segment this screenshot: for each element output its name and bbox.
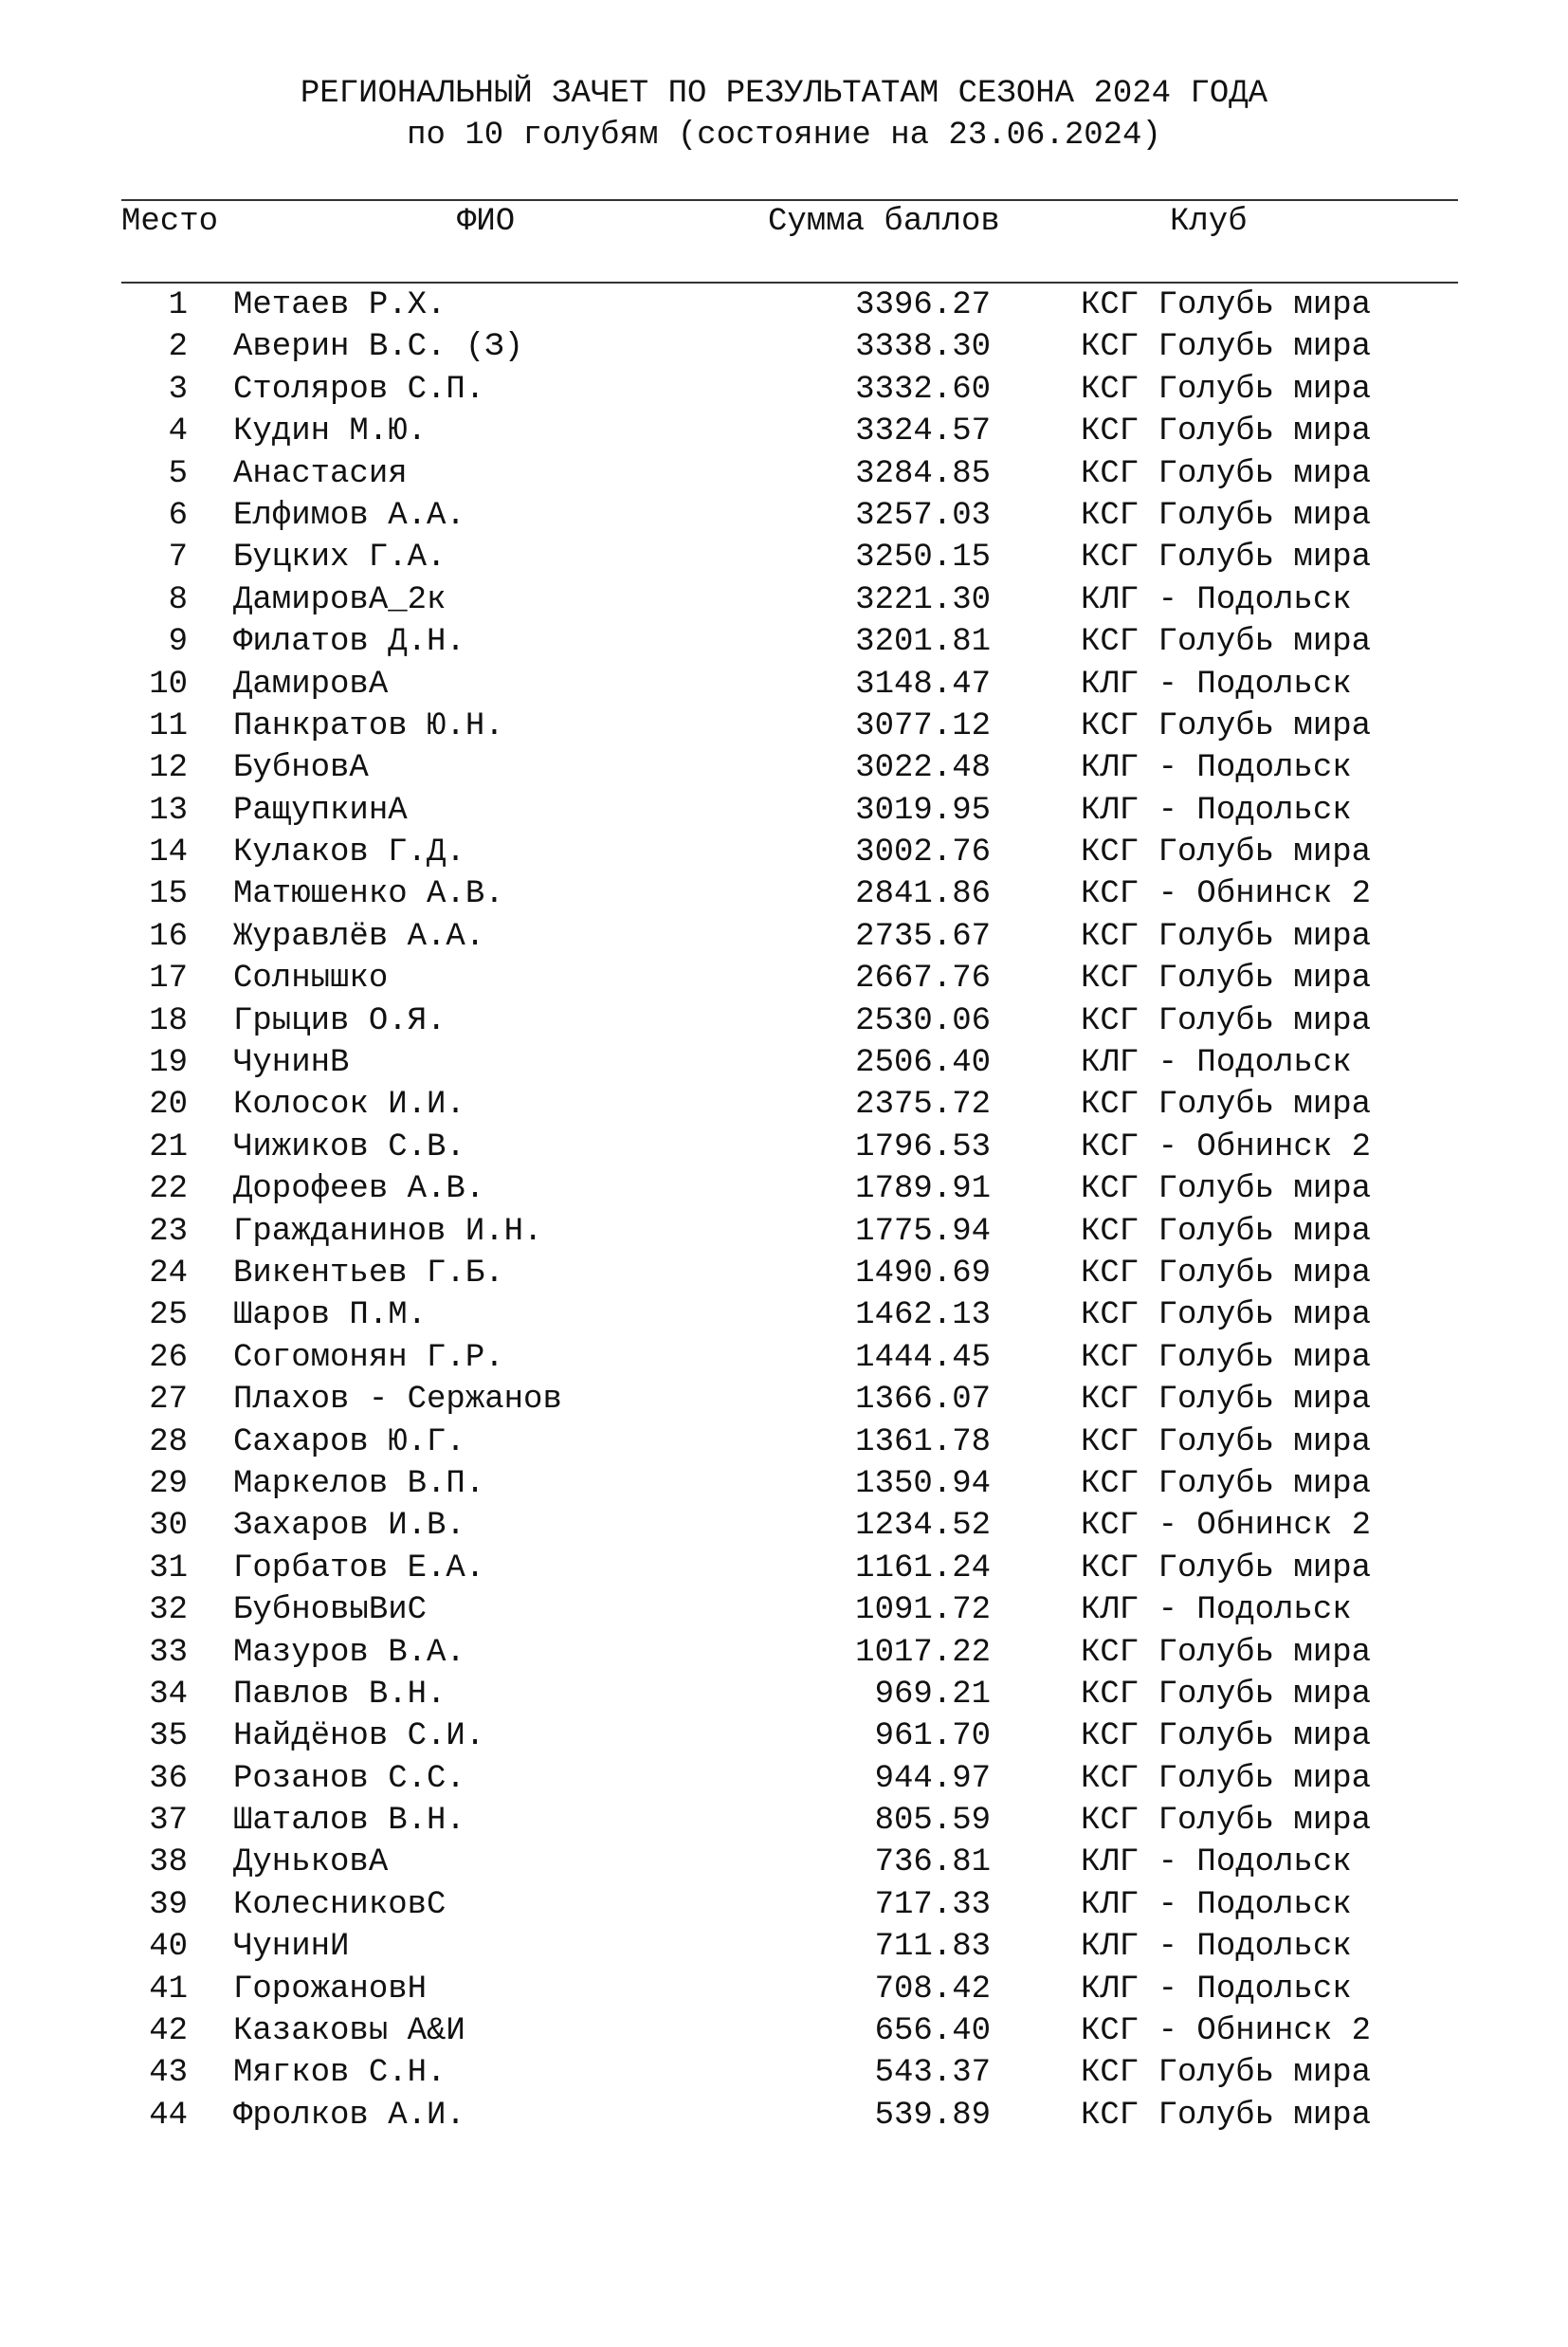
row-name: БубновА (233, 750, 369, 787)
column-header-score: Сумма баллов (768, 204, 1000, 240)
row-club: КЛГ - Подольск (1081, 750, 1352, 787)
table-row (0, 1926, 1568, 1968)
row-place: 36 (149, 1760, 188, 1797)
row-name: Чижиков С.В. (233, 1128, 465, 1165)
row-name: Грыцив О.Я. (233, 1002, 447, 1039)
row-place: 34 (149, 1676, 188, 1713)
row-club: КСГ Голубь мира (1081, 1171, 1372, 1208)
row-club: КСГ - Обнинск 2 (1081, 876, 1372, 913)
row-club: КЛГ - Подольск (1081, 1592, 1352, 1629)
row-name: Кулаков Г.Д. (233, 834, 465, 871)
row-club: КЛГ - Подольск (1081, 792, 1352, 829)
table-row (0, 1842, 1568, 1883)
row-name: Кудин М.Ю. (233, 413, 428, 450)
row-club: КСГ Голубь мира (1081, 961, 1372, 998)
page-subtitle: по 10 голубям (состояние на 23.06.2024) (407, 118, 1161, 154)
row-score: 2667.76 (855, 961, 991, 998)
row-club: КСГ Голубь мира (1081, 1255, 1372, 1292)
table-row (0, 1337, 1568, 1379)
row-score: 3257.03 (855, 497, 991, 534)
row-score: 2506.40 (855, 1045, 991, 1082)
row-club: КСГ Голубь мира (1081, 413, 1372, 450)
row-score: 736.81 (874, 1844, 991, 1881)
row-name: Аверин В.С. (З) (233, 329, 524, 366)
row-name: Гражданинов И.Н. (233, 1213, 543, 1250)
row-name: Мазуров В.А. (233, 1634, 465, 1671)
row-place: 33 (149, 1634, 188, 1671)
row-club: КСГ Голубь мира (1081, 624, 1372, 661)
row-score: 2530.06 (855, 1002, 991, 1039)
row-club: КСГ Голубь мира (1081, 497, 1372, 534)
row-name: БубновыВиС (233, 1592, 428, 1629)
row-club: КСГ Голубь мира (1081, 540, 1372, 577)
row-place: 8 (168, 581, 188, 618)
table-row (0, 1463, 1568, 1505)
table-row (0, 1379, 1568, 1421)
row-place: 4 (168, 413, 188, 450)
row-name: ЧунинВ (233, 1045, 350, 1082)
table-row (0, 326, 1568, 368)
row-place: 41 (149, 1971, 188, 2008)
table-row (0, 1589, 1568, 1631)
row-club: КСГ Голубь мира (1081, 1634, 1372, 1671)
table-row (0, 1421, 1568, 1463)
row-club: КСГ Голубь мира (1081, 1549, 1372, 1586)
row-place: 43 (149, 2055, 188, 2092)
row-name: ЧунинИ (233, 1929, 350, 1966)
row-club: КСГ Голубь мира (1081, 329, 1372, 366)
row-club: КСГ Голубь мира (1081, 1760, 1372, 1797)
table-row (0, 1548, 1568, 1589)
row-place: 38 (149, 1844, 188, 1881)
row-name: Сахаров Ю.Г. (233, 1423, 465, 1460)
row-score: 1490.69 (855, 1255, 991, 1292)
row-place: 23 (149, 1213, 188, 1250)
row-place: 25 (149, 1297, 188, 1334)
header-top-rule (121, 199, 1458, 201)
row-name: Филатов Д.Н. (233, 624, 465, 661)
row-name: Согомонян Г.Р. (233, 1339, 504, 1376)
row-place: 31 (149, 1549, 188, 1586)
row-club: КСГ Голубь мира (1081, 1297, 1372, 1334)
row-place: 22 (149, 1171, 188, 1208)
row-score: 3019.95 (855, 792, 991, 829)
row-place: 5 (168, 455, 188, 492)
row-name: Горбатов Е.А. (233, 1549, 485, 1586)
row-score: 539.89 (874, 2097, 991, 2134)
row-score: 708.42 (874, 1971, 991, 2008)
row-club: КЛГ - Подольск (1081, 1929, 1352, 1966)
table-row (0, 747, 1568, 789)
row-name: Колосок И.И. (233, 1087, 465, 1124)
column-header-name: ФИО (457, 204, 516, 240)
row-place: 11 (149, 707, 188, 744)
row-score: 3332.60 (855, 371, 991, 408)
table-row (0, 1674, 1568, 1715)
table-row (0, 621, 1568, 663)
row-place: 6 (168, 497, 188, 534)
table-row (0, 1505, 1568, 1547)
row-score: 969.21 (874, 1676, 991, 1713)
row-place: 39 (149, 1886, 188, 1923)
table-row (0, 284, 1568, 326)
row-place: 17 (149, 961, 188, 998)
row-name: ГорожановН (233, 1971, 428, 2008)
results-table-body (0, 284, 1568, 2136)
row-score: 3324.57 (855, 413, 991, 450)
row-score: 1796.53 (855, 1128, 991, 1165)
row-score: 3284.85 (855, 455, 991, 492)
row-name: Плахов - Сержанов (233, 1382, 562, 1419)
table-row (0, 916, 1568, 958)
row-place: 2 (168, 329, 188, 366)
row-club: КСГ - Обнинск 2 (1081, 1128, 1372, 1165)
row-name: Дорофеев А.В. (233, 1171, 485, 1208)
row-score: 3338.30 (855, 329, 991, 366)
row-club: КСГ Голубь мира (1081, 1213, 1372, 1250)
row-score: 2735.67 (855, 918, 991, 955)
row-club: КСГ Голубь мира (1081, 834, 1372, 871)
row-score: 3250.15 (855, 540, 991, 577)
row-name: Панкратов Ю.Н. (233, 707, 504, 744)
row-score: 1789.91 (855, 1171, 991, 1208)
row-place: 14 (149, 834, 188, 871)
row-name: Павлов В.Н. (233, 1676, 447, 1713)
row-club: КЛГ - Подольск (1081, 581, 1352, 618)
row-club: КЛГ - Подольск (1081, 666, 1352, 703)
row-name: Буцких Г.А. (233, 540, 447, 577)
row-name: Шаров П.М. (233, 1297, 428, 1334)
table-row (0, 537, 1568, 578)
row-name: Маркелов В.П. (233, 1465, 485, 1502)
row-score: 656.40 (874, 2013, 991, 2050)
table-row (0, 1127, 1568, 1168)
row-name: РащупкинА (233, 792, 408, 829)
table-row (0, 453, 1568, 495)
row-score: 3022.48 (855, 750, 991, 787)
column-header-club: Клуб (1170, 204, 1248, 240)
row-place: 30 (149, 1508, 188, 1545)
table-row (0, 706, 1568, 747)
table-row (0, 1084, 1568, 1126)
row-score: 3221.30 (855, 581, 991, 618)
row-club: КЛГ - Подольск (1081, 1886, 1352, 1923)
row-score: 1234.52 (855, 1508, 991, 1545)
table-row (0, 664, 1568, 706)
row-score: 805.59 (874, 1803, 991, 1840)
row-club: КСГ Голубь мира (1081, 1465, 1372, 1502)
row-score: 3077.12 (855, 707, 991, 744)
row-club: КЛГ - Подольск (1081, 1045, 1352, 1082)
table-row (0, 1000, 1568, 1042)
row-club: КСГ Голубь мира (1081, 918, 1372, 955)
row-club: КСГ Голубь мира (1081, 287, 1372, 323)
row-score: 1091.72 (855, 1592, 991, 1629)
table-row (0, 1168, 1568, 1210)
row-name: Шаталов В.Н. (233, 1803, 465, 1840)
row-score: 1775.94 (855, 1213, 991, 1250)
row-club: КСГ Голубь мира (1081, 1423, 1372, 1460)
row-name: Матюшенко А.В. (233, 876, 504, 913)
row-place: 26 (149, 1339, 188, 1376)
row-name: Найдёнов С.И. (233, 1718, 485, 1755)
row-score: 3148.47 (855, 666, 991, 703)
table-row (0, 2052, 1568, 2094)
row-score: 944.97 (874, 1760, 991, 1797)
row-score: 711.83 (874, 1929, 991, 1966)
row-name: Елфимов А.А. (233, 497, 465, 534)
table-row (0, 2010, 1568, 2052)
header-bottom-rule (121, 282, 1458, 284)
row-place: 13 (149, 792, 188, 829)
row-club: КСГ Голубь мира (1081, 1718, 1372, 1755)
table-row (0, 1042, 1568, 1084)
row-club: КСГ Голубь мира (1081, 1339, 1372, 1376)
table-row (0, 1715, 1568, 1757)
row-club: КСГ Голубь мира (1081, 707, 1372, 744)
table-row (0, 1211, 1568, 1253)
row-name: Метаев Р.Х. (233, 287, 447, 323)
table-row (0, 1253, 1568, 1294)
row-score: 3201.81 (855, 624, 991, 661)
row-club: КСГ Голубь мира (1081, 1087, 1372, 1124)
row-club: КСГ Голубь мира (1081, 2097, 1372, 2134)
row-place: 18 (149, 1002, 188, 1039)
row-score: 1361.78 (855, 1423, 991, 1460)
table-row (0, 495, 1568, 537)
table-row (0, 1758, 1568, 1800)
row-score: 1366.07 (855, 1382, 991, 1419)
row-place: 21 (149, 1128, 188, 1165)
row-place: 44 (149, 2097, 188, 2134)
table-row (0, 1969, 1568, 2010)
table-row (0, 2095, 1568, 2136)
row-score: 543.37 (874, 2055, 991, 2092)
row-name: Казаковы А&И (233, 2013, 465, 2050)
row-score: 1350.94 (855, 1465, 991, 1502)
row-club: КСГ Голубь мира (1081, 1676, 1372, 1713)
row-name: ДамировА (233, 666, 389, 703)
row-club: КСГ Голубь мира (1081, 371, 1372, 408)
table-row (0, 1294, 1568, 1336)
row-club: КСГ - Обнинск 2 (1081, 1508, 1372, 1545)
table-row (0, 411, 1568, 452)
page-title: РЕГИОНАЛЬНЫЙ ЗАЧЕТ ПО РЕЗУЛЬТАТАМ СЕЗОНА 2024 ГОДА (300, 76, 1268, 112)
row-name: Анастасия (233, 455, 408, 492)
row-score: 1444.45 (855, 1339, 991, 1376)
table-row (0, 369, 1568, 411)
row-score: 717.33 (874, 1886, 991, 1923)
row-name: Журавлёв А.А. (233, 918, 485, 955)
row-name: Викентьев Г.Б. (233, 1255, 504, 1292)
row-score: 3396.27 (855, 287, 991, 323)
row-place: 24 (149, 1255, 188, 1292)
table-row (0, 579, 1568, 621)
row-place: 32 (149, 1592, 188, 1629)
row-place: 28 (149, 1423, 188, 1460)
row-score: 1161.24 (855, 1549, 991, 1586)
table-row (0, 1632, 1568, 1674)
table-row (0, 1884, 1568, 1926)
row-place: 12 (149, 750, 188, 787)
row-club: КЛГ - Подольск (1081, 1971, 1352, 2008)
table-row (0, 832, 1568, 873)
row-club: КСГ Голубь мира (1081, 1382, 1372, 1419)
row-name: ДамировА_2к (233, 581, 447, 618)
row-score: 1017.22 (855, 1634, 991, 1671)
table-row (0, 1800, 1568, 1842)
row-score: 1462.13 (855, 1297, 991, 1334)
row-place: 35 (149, 1718, 188, 1755)
row-club: КСГ Голубь мира (1081, 1803, 1372, 1840)
row-place: 29 (149, 1465, 188, 1502)
row-name: Солнышко (233, 961, 389, 998)
row-club: КСГ - Обнинск 2 (1081, 2013, 1372, 2050)
row-place: 16 (149, 918, 188, 955)
row-place: 15 (149, 876, 188, 913)
row-place: 40 (149, 1929, 188, 1966)
row-place: 27 (149, 1382, 188, 1419)
row-name: Столяров С.П. (233, 371, 485, 408)
row-place: 10 (149, 666, 188, 703)
column-header-place: Место (121, 204, 219, 240)
row-place: 9 (168, 624, 188, 661)
row-place: 3 (168, 371, 188, 408)
row-place: 20 (149, 1087, 188, 1124)
row-name: Фролков А.И. (233, 2097, 465, 2134)
row-name: Захаров И.В. (233, 1508, 465, 1545)
table-row (0, 790, 1568, 832)
row-club: КСГ Голубь мира (1081, 455, 1372, 492)
row-club: КСГ Голубь мира (1081, 1002, 1372, 1039)
row-name: КолесниковС (233, 1886, 447, 1923)
row-club: КЛГ - Подольск (1081, 1844, 1352, 1881)
row-name: ДуньковА (233, 1844, 389, 1881)
row-place: 42 (149, 2013, 188, 2050)
row-score: 2841.86 (855, 876, 991, 913)
row-score: 961.70 (874, 1718, 991, 1755)
row-place: 7 (168, 540, 188, 577)
row-name: Розанов С.С. (233, 1760, 465, 1797)
row-place: 19 (149, 1045, 188, 1082)
table-row (0, 958, 1568, 999)
row-score: 2375.72 (855, 1087, 991, 1124)
table-row (0, 873, 1568, 915)
row-place: 37 (149, 1803, 188, 1840)
row-score: 3002.76 (855, 834, 991, 871)
row-place: 1 (168, 287, 188, 323)
row-club: КСГ Голубь мира (1081, 2055, 1372, 2092)
row-name: Мягков С.Н. (233, 2055, 447, 2092)
